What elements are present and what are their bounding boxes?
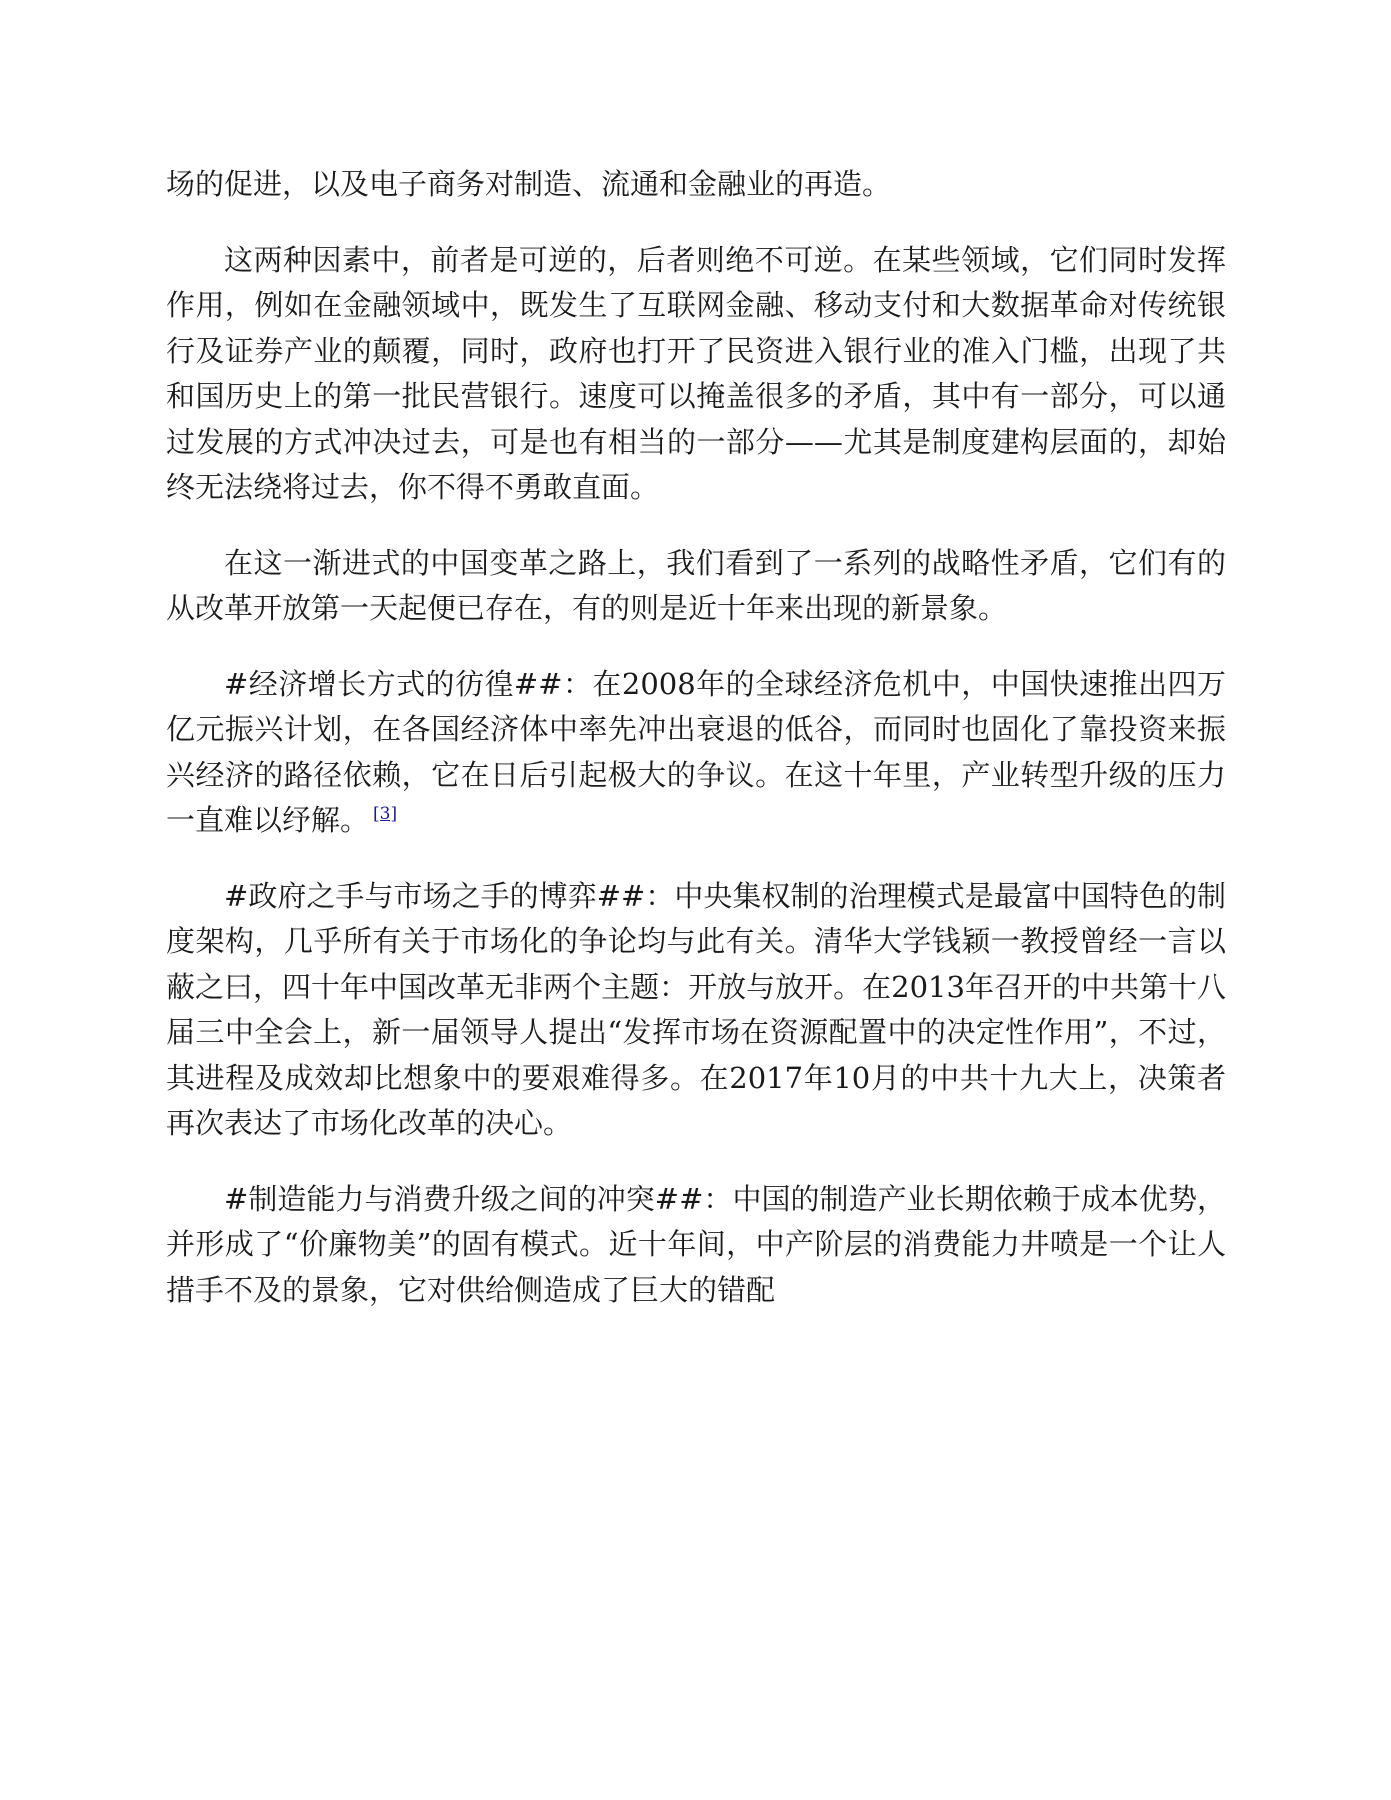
paragraph-4 xyxy=(166,662,1226,844)
paragraph-5 xyxy=(166,874,1226,1147)
paragraph-4-text: #经济增长方式的彷徨##：在2008年的全球经济危机中，中国快速推出四万亿元振兴计划，在各国经济体中率先冲出衰退的低谷，而同时也固化了靠投资来振兴经济的路径依赖，它在日后引起极大的争议。在这十年里，产业转型升级的压力一直难以纾解。 xyxy=(166,666,1226,837)
footnote-link[interactable]: [3] xyxy=(373,804,398,825)
paragraph-6 xyxy=(166,1177,1226,1314)
document-body xyxy=(166,162,1226,1343)
paragraph-6-text: #制造能力与消费升级之间的冲突##：中国的制造产业长期依赖于成本优势，并形成了“价廉物美”的固有模式。近十年间，中产阶层的消费能力井喷是一个让人措手不及的景象，它对供给侧造成了巨大的错配 xyxy=(166,1181,1226,1307)
paragraph-5-text: #政府之手与市场之手的博弈##：中央集权制的治理模式是最富中国特色的制度架构，几乎所有关于市场化的争论均与此有关。清华大学钱颖一教授曾经一言以蔽之曰，四十年中国改革无非两个主题：开放与放开。在2013年召开的中共第十八届三中全会上，新一届领导人提出“发挥市场在资源配置中的决定性作用”，不过，其进程及成效却比想象中的要艰难得多。在2017年10月的中共十九大上，决策者再次表达了市场化改革的决心。 xyxy=(166,878,1226,1140)
paragraph-3 xyxy=(166,541,1226,632)
paragraph-1-text: 场的促进，以及电子商务对制造、流通和金融业的再造。 xyxy=(166,167,892,201)
paragraph-3-text: 在这一渐进式的中国变革之路上，我们看到了一系列的战略性矛盾，它们有的从改革开放第一天起便已存在，有的则是近十年来出现的新景象。 xyxy=(166,545,1226,625)
paragraph-1 xyxy=(166,162,1226,208)
paragraph-2-text: 这两种因素中，前者是可逆的，后者则绝不可逆。在某些领域，它们同时发挥作用，例如在金融领域中，既发生了互联网金融、移动支付和大数据革命对传统银行及证券产业的颠覆，同时，政府也打开了民资进入银行业的准入门槛，出现了共和国历史上的第一批民营银行。速度可以掩盖很多的矛盾，其中有一部分，可以通过发展的方式冲决过去，可是也有相当的一部分——尤其是制度建构层面的，却始终无法绕将过去，你不得不勇敢直面。 xyxy=(166,242,1226,504)
paragraph-2 xyxy=(166,238,1226,511)
